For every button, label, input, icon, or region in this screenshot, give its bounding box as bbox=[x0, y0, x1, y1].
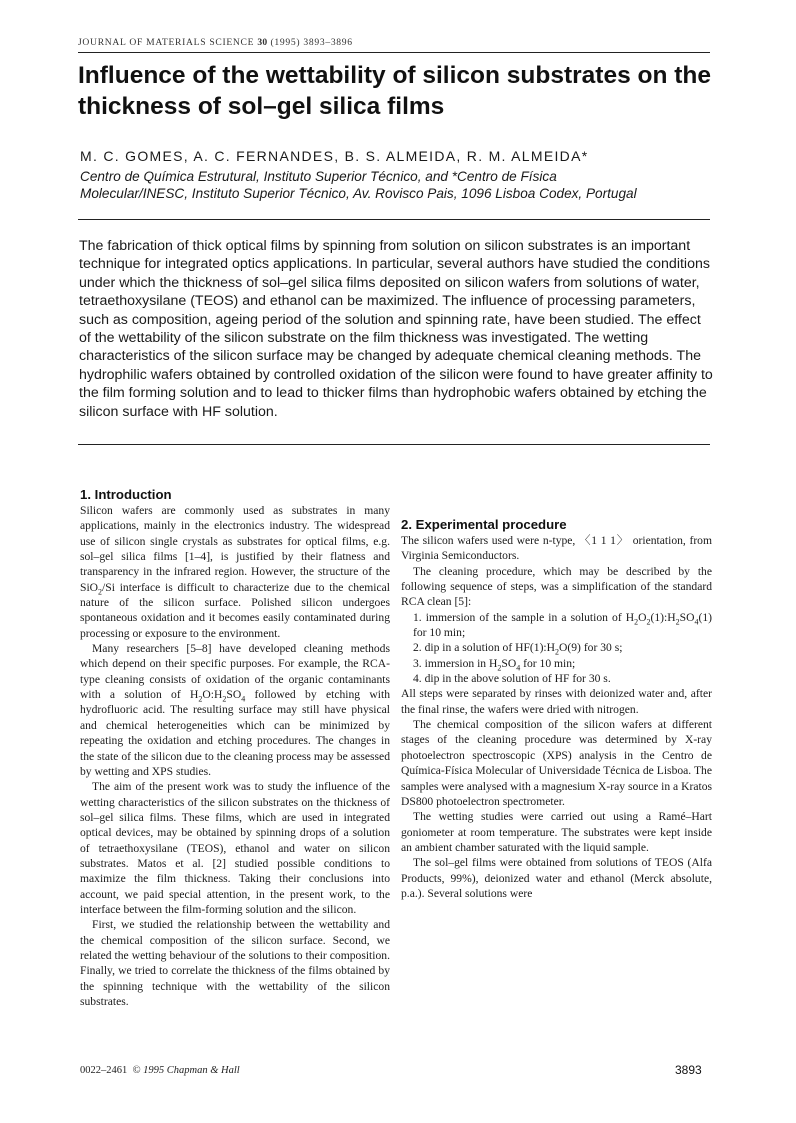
journal-name: JOURNAL OF MATERIALS SCIENCE bbox=[78, 37, 255, 48]
abstract-bottom-rule bbox=[78, 444, 710, 445]
abstract-top-rule bbox=[78, 219, 710, 220]
cleaning-step-2: 2. dip in a solution of $HF(1):H_2O(9)$ for 30 s; bbox=[413, 641, 623, 657]
section-heading-introduction: 1. Introduction bbox=[80, 487, 172, 502]
cleaning-step-3: 3. immersion in $H_2SO_4$ for 10 min; bbox=[413, 656, 576, 673]
affiliation bbox=[80, 168, 720, 202]
experimental-paragraph-1: The silicon wafers used were n-type, 〈1 1 1〉 orientation, from Virginia Semiconductors. bbox=[401, 534, 712, 563]
left-column bbox=[80, 487, 390, 1009]
footer-copyright bbox=[80, 1065, 240, 1076]
footer-issn: 0022–2461 bbox=[80, 1065, 128, 1076]
journal-volume: 30 bbox=[257, 37, 268, 48]
intro-paragraph-1: Silicon wafers are commonly used as substrates in many applications, mainly in the electronics industry. The widespread use of silicon single crystals as substrates for optical films, e.g. sol–gel silica films [1–4], is justified by their flatness and transparency in the infrared region. However, the structure of the SiO$_2$/Si interface is difficult to characterize due to the chemical nature of the silicon surface. Polished silicon undergoes spontaneous oxidation and it becomes easily contaminated during processing or exposure to the environment. bbox=[80, 504, 390, 640]
intro-paragraph-4: First, we studied the relationship between the wettability and the chemical composition of the silicon surface. Second, we related the wetting behaviour of the solutions to their composition. Finally, we tried to correlate the thickness of the films obtained by the spinning technique with the wettability of the silicon substrates. bbox=[80, 918, 390, 1008]
journal-year-pages: (1995) 3893–3896 bbox=[270, 37, 353, 48]
experimental-paragraph-3: All steps were separated by rinses with deionized water and, after the final rinse, the wafers were dried with nitrogen. bbox=[401, 687, 712, 716]
affiliation-line-1: Centro de Química Estrutural, Instituto Superior Técnico, and *Centro de Física bbox=[80, 169, 557, 184]
journal-header bbox=[78, 37, 353, 48]
intro-paragraph-3: The aim of the present work was to study the influence of the wetting characteristics of the silicon substrates on the thickness of sol–gel silica films. These films, which are used in integrated optical devices, may be obtained by spinning drops of a solution of tetraethoxysilane (TEOS), ethanol and water on silicon substrates. Matos et al. [2] studied possible conditions to maximize the film thickness. Taking their conclusions into account, we paid special attention, in the present work, to the interface between the film-forming solution and the silicon. bbox=[80, 780, 390, 916]
experimental-paragraph-2: The cleaning procedure, which may be described by the following sequence of steps, was a simplification of the standard RCA clean [5]: bbox=[401, 564, 712, 609]
cleaning-step-1: 1. immersion of the sample in a solution of $H_2O_2(1):H_2SO_4(1)$ for 10 min; bbox=[413, 610, 712, 640]
page-number: 3893 bbox=[675, 1063, 702, 1077]
right-column bbox=[401, 487, 712, 901]
author-list: M. C. GOMES, A. C. FERNANDES, B. S. ALMEIDA, R. M. ALMEIDA* bbox=[80, 148, 589, 164]
experimental-paragraph-5: The wetting studies were carried out using a Ramé–Hart goniometer at room temperature. The substrates were kept inside an ambient chamber saturated with the liquid sample. bbox=[401, 810, 712, 854]
experimental-paragraph-6: The sol–gel films were obtained from solutions of TEOS (Alfa Products, 99%), deionized water and ethanol (Merck absolute, p.a.). Several solutions were bbox=[401, 856, 712, 900]
cleaning-step-4: 4. dip in the above solution of HF for 30 s. bbox=[413, 672, 611, 686]
header-rule bbox=[78, 52, 710, 53]
section-heading-experimental: 2. Experimental procedure bbox=[401, 517, 567, 532]
abstract: The fabrication of thick optical films by spinning from solution on silicon substrates is an important technique for integrated optics applications. In particular, several authors have studied the conditions under which the thickness of sol–gel silica films deposited on silicon wafers from solutions of water, tetraethoxysilane (TEOS) and ethanol can be maximized. The influence of processing parameters, such as composition, ageing period of the solution and spinning rate, have been studied. The effect of the wettability of the silicon substrate on the film thickness was investigated. The wetting characteristics of the silicon surface may be changed by adequate chemical cleaning methods. The hydrophilic wafers obtained by controlled oxidation of the silicon were found to have greater affinity to the film forming solution and to lead to thicker films than hydrophobic wafers obtained by etching the silicon surface with HF solution. bbox=[79, 238, 713, 420]
experimental-paragraph-4: The chemical composition of the silicon wafers at different stages of the cleaning procedure was determined by X-ray photoelectron spectroscopic (XPS) analysis in the Centro de Química-Física Molecular of Universidade Técnica de Lisboa. The samples were analysed with a magnesium X-ray source in a Kratos DS800 photoelectron spectrometer. bbox=[401, 718, 712, 808]
article-title: Influence of the wettability of silicon substrates on the thickness of sol–gel silica films bbox=[78, 62, 711, 120]
intro-paragraph-2: Many researchers [5–8] have developed cleaning methods which depend on their specific purposes. For example, the RCA-type cleaning consists of oxidation of the organic contaminants with a solution of $H_2O:H_2SO_4$ followed by etching with hydrofluoric acid. The resulting surface may still have physical and chemical heterogeneities which can be minimized by repeating the oxidation and etching procedures. The changes in the state of the silicon due to the cleaning process may be assessed by wetting and XPS studies. bbox=[80, 642, 390, 778]
footer-publisher: © 1995 Chapman & Hall bbox=[132, 1065, 240, 1076]
affiliation-line-2: Molecular/INESC, Instituto Superior Técnico, Av. Rovisco Pais, 1096 Lisboa Codex, Portugal bbox=[80, 186, 637, 201]
